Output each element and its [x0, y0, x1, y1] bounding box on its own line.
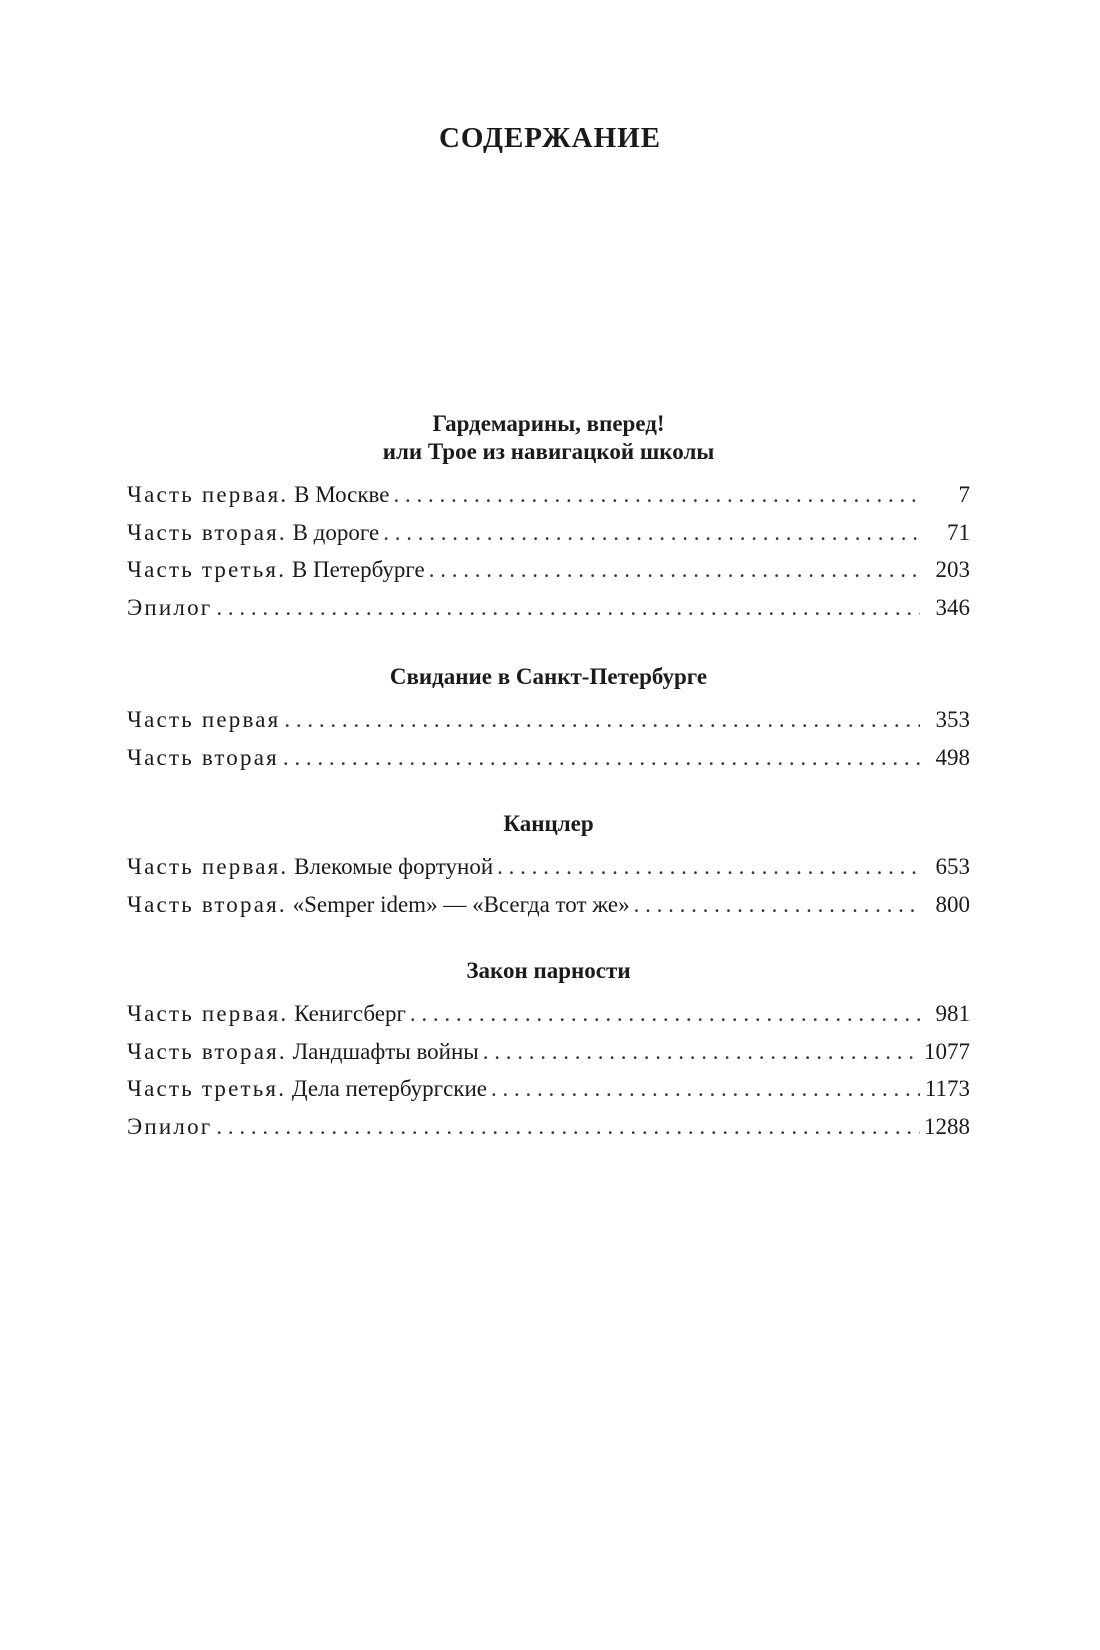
section-title: Закон парности [466, 958, 631, 983]
toc-entry[interactable] [127, 551, 970, 589]
section-title-line-2: или Трое из навигацкой школы [382, 439, 715, 464]
section-title-line-1: Гардемарины, вперед! [432, 411, 665, 436]
entry-part: Часть первая. [127, 854, 289, 879]
toc-section-gardemariny [127, 410, 970, 626]
entry-page-number: 800 [935, 891, 970, 917]
entry-page-number: 981 [935, 1001, 970, 1026]
entry-part: Эпилог [127, 1113, 213, 1139]
entry-label [127, 701, 280, 739]
toc-entry[interactable] [127, 1108, 970, 1146]
section-title: Свидание в Санкт-Петербурге [389, 664, 708, 689]
toc-entry[interactable] [127, 739, 970, 777]
dot-leader [216, 1108, 920, 1146]
dot-leader [410, 995, 920, 1033]
toc-entry[interactable] [127, 1033, 970, 1071]
entry-part: Часть вторая [127, 744, 279, 770]
dot-leader [483, 1033, 920, 1071]
dot-leader [497, 848, 920, 886]
entry-label [127, 476, 389, 514]
entry-page-number: 498 [935, 744, 970, 770]
entry-page-number: 1288 [924, 1113, 970, 1139]
entry-label [127, 848, 493, 886]
dot-leader [393, 476, 920, 514]
dot-leader [491, 1070, 920, 1108]
toc-entry[interactable] [127, 848, 970, 886]
entry-label [127, 739, 279, 777]
entry-label [127, 514, 379, 552]
entry-part: Часть первая [127, 707, 281, 732]
entry-name: В Москве [294, 482, 390, 507]
dot-leader [429, 551, 920, 589]
section-title: Канцлер [503, 811, 594, 836]
entry-page-number: 71 [947, 519, 970, 545]
entry-part: Часть третья. [127, 557, 287, 582]
entry-name: Влекомые фортуной [294, 854, 494, 879]
entry-part: Часть вторая. [127, 519, 287, 545]
entry-label [127, 551, 425, 589]
dot-leader [283, 739, 920, 777]
entry-label [127, 886, 630, 924]
dot-leader [634, 886, 920, 924]
entry-part: Часть первая. [127, 1001, 289, 1026]
entry-name: «Semper idem» — «Всегда тот же» [292, 891, 630, 917]
toc-entry[interactable] [127, 589, 970, 627]
entry-label [127, 995, 406, 1033]
table-of-contents [127, 410, 970, 1145]
entry-part: Эпилог [127, 594, 213, 620]
dot-leader [284, 701, 920, 739]
entry-name: В Петербурге [291, 557, 425, 582]
entry-name: В дороге [292, 519, 380, 545]
entry-page-number: 346 [935, 594, 970, 620]
dot-leader [383, 514, 920, 552]
toc-entry[interactable] [127, 701, 970, 739]
section-title [127, 410, 970, 466]
entry-name: Дела петербургские [291, 1076, 487, 1101]
entry-part: Часть вторая. [127, 1038, 287, 1064]
toc-entry[interactable] [127, 476, 970, 514]
entry-page-number: 653 [935, 854, 970, 879]
entry-label [127, 589, 212, 627]
entry-part: Часть третья. [127, 1076, 287, 1101]
entry-label [127, 1108, 212, 1146]
toc-entry[interactable] [127, 995, 970, 1033]
toc-entry[interactable] [127, 514, 970, 552]
entry-part: Часть первая. [127, 482, 289, 507]
toc-entry[interactable] [127, 886, 970, 924]
entry-name: Ландшафты войны [292, 1038, 479, 1064]
toc-section-zakon-parnosti [127, 957, 970, 1145]
entry-label [127, 1070, 487, 1108]
entry-page-number: 7 [958, 482, 970, 507]
entry-part: Часть вторая. [127, 891, 287, 917]
entry-name: Кенигсберг [294, 1001, 406, 1026]
entry-page-number: 203 [935, 557, 970, 582]
entry-page-number: 1173 [924, 1076, 970, 1101]
entry-label [127, 1033, 479, 1071]
toc-section-svidanie [127, 663, 970, 776]
entry-page-number: 1077 [924, 1038, 970, 1064]
entry-page-number: 353 [935, 707, 970, 732]
dot-leader [216, 589, 920, 627]
toc-section-kancler [127, 810, 970, 923]
page-title: СОДЕРЖАНИЕ [438, 122, 662, 154]
toc-entry[interactable] [127, 1070, 970, 1108]
